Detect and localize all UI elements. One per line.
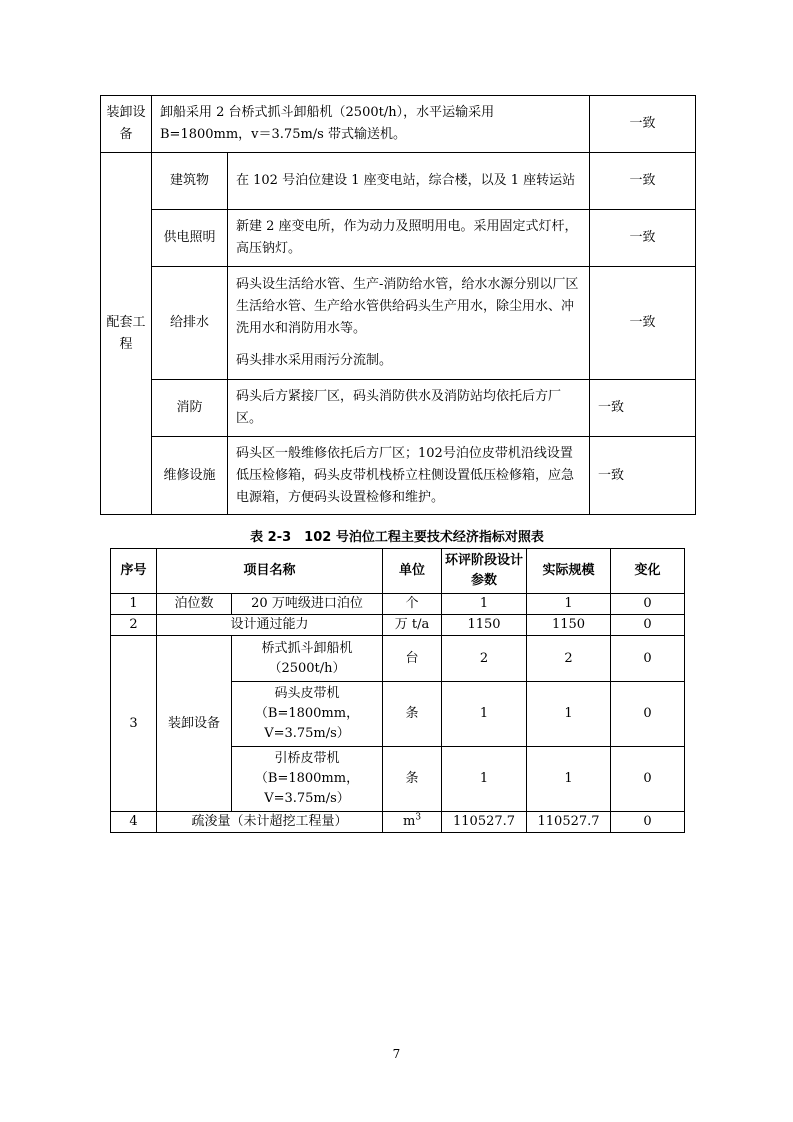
design-cell: 1 xyxy=(442,682,527,747)
table-row xyxy=(101,153,696,210)
unit-superscript: 3 xyxy=(415,812,422,823)
result-cell xyxy=(590,96,696,153)
subname-cell xyxy=(232,682,383,747)
header-name: 项目名称 xyxy=(157,549,383,594)
change-cell: 0 xyxy=(611,594,685,615)
change-cell: 0 xyxy=(611,682,685,747)
subcategory-cell xyxy=(152,210,228,267)
tech-economic-indicators-table xyxy=(110,548,685,833)
table-row xyxy=(101,96,696,153)
description-text: 码头区一般维修依托后方厂区；102号泊位皮带机沿线设置低压检修箱，码头皮带机栈桥立柱侧设置低压检修箱，应急电源箱，方便码头设置检修和维护。 xyxy=(236,445,575,505)
description-cell xyxy=(228,380,590,437)
subname-line: 引桥皮带机 xyxy=(274,751,340,766)
result-cell xyxy=(590,380,696,437)
subname-line: （B=1800mm， xyxy=(254,706,360,721)
actual-cell: 1 xyxy=(527,594,611,615)
table-row xyxy=(111,812,685,833)
subcategory-label: 建筑物 xyxy=(169,173,209,188)
description-cell xyxy=(228,210,590,267)
subname-line: （2500t/h） xyxy=(268,660,346,676)
page-number: 7 xyxy=(392,1047,401,1061)
design-cell: 1150 xyxy=(442,615,527,636)
result-cell xyxy=(590,210,696,267)
table-row xyxy=(101,210,696,267)
unit-cell: 台 xyxy=(383,636,442,682)
description-text: 码头后方紧接厂区，码头消防供水及消防站均依托后方厂区。 xyxy=(236,389,562,426)
unit-cell: 万 t/a xyxy=(383,615,442,636)
description-cell xyxy=(228,437,590,515)
subname-cell xyxy=(232,636,383,682)
design-cell: 110527.7 xyxy=(442,812,527,833)
subcategory-label: 给排水 xyxy=(169,315,209,330)
description-text: 在 102 号泊位建设 1 座变电站，综合楼，以及 1 座转运站 xyxy=(236,173,576,188)
name-cell: 装卸设备 xyxy=(157,636,232,812)
result-text: 一致 xyxy=(629,315,656,330)
description-text: 新建 2 座变电所，作为动力及照明用电。采用固定式灯杆，高压钠灯。 xyxy=(236,219,578,256)
subname-line: 码头皮带机 xyxy=(274,686,340,701)
subcategory-label: 消防 xyxy=(176,400,203,415)
name-cell: 泊位数 xyxy=(157,594,232,615)
description-text: 卸船采用 2 台桥式抓斗卸船机（2500t/h），水平运输采用B=1800mm，v＝3.75m/s 带式输送机。 xyxy=(160,105,495,142)
unit-cell xyxy=(383,812,442,833)
design-cell: 2 xyxy=(442,636,527,682)
seq-cell: 4 xyxy=(111,812,157,833)
name-cell: 设计通过能力 xyxy=(157,615,383,636)
design-cell: 1 xyxy=(442,747,527,812)
unit-cell: 个 xyxy=(383,594,442,615)
header-seq: 序号 xyxy=(111,549,157,594)
description-cell xyxy=(228,153,590,210)
result-text: 一致 xyxy=(629,173,656,188)
seq-cell: 2 xyxy=(111,615,157,636)
change-cell: 0 xyxy=(611,615,685,636)
category-label: 配套工程 xyxy=(106,314,146,352)
subcategory-label: 维修设施 xyxy=(163,467,216,483)
table-row xyxy=(101,267,696,380)
unit-base: m xyxy=(402,814,416,829)
subname-line: 桥式抓斗卸船机 xyxy=(261,640,353,656)
category-cell xyxy=(101,153,152,515)
subcategory-cell xyxy=(152,437,228,515)
seq-cell: 3 xyxy=(111,636,157,812)
subcategory-cell xyxy=(152,267,228,380)
subname-cell xyxy=(232,747,383,812)
subname-cell: 20 万吨级进口泊位 xyxy=(232,594,383,615)
category-label: 装卸设备 xyxy=(106,105,146,142)
actual-cell: 1150 xyxy=(527,615,611,636)
unit-cell: 条 xyxy=(383,747,442,812)
subcategory-label: 供电照明 xyxy=(163,230,216,245)
table-caption: 表 2-3 102 号泊位工程主要技术经济指标对照表 xyxy=(250,530,544,545)
support-engineering-table xyxy=(100,95,696,515)
change-cell: 0 xyxy=(611,812,685,833)
table-row xyxy=(101,380,696,437)
subcategory-cell xyxy=(152,380,228,437)
table-header-row xyxy=(111,549,685,594)
table-row xyxy=(111,594,685,615)
result-cell xyxy=(590,153,696,210)
subcategory-cell xyxy=(152,153,228,210)
name-cell: 疏浚量（未计超挖工程量） xyxy=(157,812,383,833)
change-cell: 0 xyxy=(611,636,685,682)
description-text: 码头设生活给水管、生产-消防给水管，给水水源分别以厂区生活给水管、生产给水管供给码头生产用水，除尘用水、冲洗用水和消防用水等。 xyxy=(236,277,579,336)
category-cell xyxy=(101,96,152,153)
description-cell xyxy=(152,96,590,153)
design-cell: 1 xyxy=(442,594,527,615)
header-change: 变化 xyxy=(611,549,685,594)
subname-line: V=3.75m/s） xyxy=(264,791,350,806)
result-text: 一致 xyxy=(629,116,656,131)
result-text: 一致 xyxy=(598,467,625,483)
actual-cell: 110527.7 xyxy=(527,812,611,833)
table-row xyxy=(101,437,696,515)
subname-line: （B=1800mm， xyxy=(254,771,360,786)
subname-line: V=3.75m/s） xyxy=(264,726,350,741)
actual-cell: 1 xyxy=(527,747,611,812)
change-cell: 0 xyxy=(611,747,685,812)
actual-cell: 2 xyxy=(527,636,611,682)
result-cell xyxy=(590,267,696,380)
result-cell xyxy=(590,437,696,515)
actual-cell: 1 xyxy=(527,682,611,747)
table-row xyxy=(111,636,685,682)
header-unit: 单位 xyxy=(383,549,442,594)
unit-cell: 条 xyxy=(383,682,442,747)
description-cell xyxy=(228,267,590,380)
table-row xyxy=(111,615,685,636)
result-text: 一致 xyxy=(598,400,625,415)
seq-cell: 1 xyxy=(111,594,157,615)
description-text: 码头排水采用雨污分流制。 xyxy=(236,353,393,368)
header-design: 环评阶段设计参数 xyxy=(442,549,527,594)
result-text: 一致 xyxy=(629,230,656,245)
header-actual: 实际规模 xyxy=(527,549,611,594)
